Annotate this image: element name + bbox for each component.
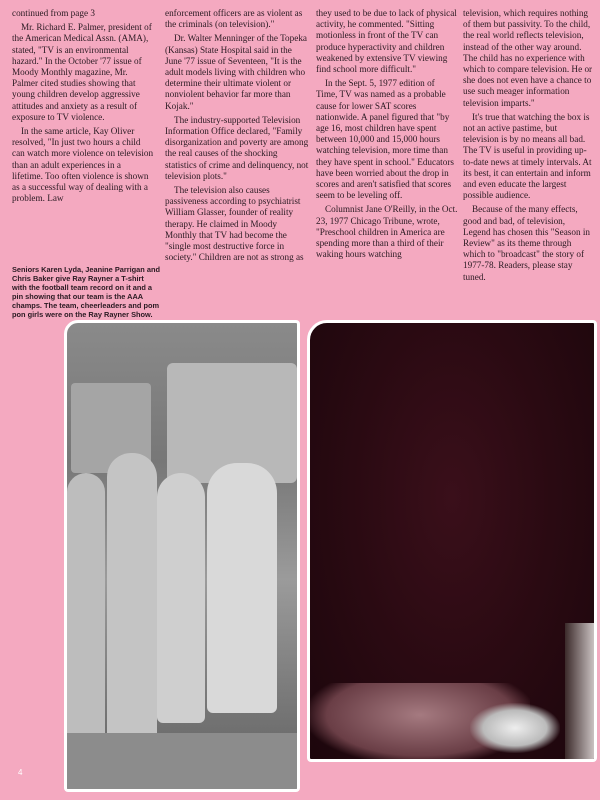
article-column-2 xyxy=(165,8,310,266)
article-column-3 xyxy=(316,8,458,263)
article-column-4 xyxy=(463,8,593,286)
article-paragraph: enforcement officers are as violent as the criminals (on television)." xyxy=(165,8,303,30)
article-paragraph: The television also causes passiveness according to psychiatrist William Glasser, founder of reality therapy. He claimed in Moody Monthly that TV had become the "single most destructive force in society." Children are not as strong as xyxy=(165,185,304,263)
person-figure xyxy=(67,473,105,773)
article-paragraph: Columnist Jane O'Reilly, in the Oct. 23, 1977 Chicago Tribune, wrote, "Preschool children in America are spending more than a third of their waking hours watching xyxy=(316,204,458,260)
page-number: 4 xyxy=(18,768,23,777)
dark-scene-photo xyxy=(307,320,597,762)
article-paragraph: Mr. Richard E. Palmer, president of the American Medical Assn. (AMA), stated, "TV is an environmental hazard." In the October '77 issue of Moody Monthly magazine, Mr. Palmer cited studies showing that young children develop aggressive attitudes and anxiety as a result of exposure to TV violence. xyxy=(12,22,152,122)
floor xyxy=(67,733,300,792)
article-paragraph: they used to be due to lack of physical activity, he commented. "Sitting motionless in front of the TV can produce hyperactivity and children weakened by extensive TV viewing find school more difficult." xyxy=(316,8,457,75)
article-paragraph: It's true that watching the box is not an active pastime, but television is by no means all bad. The TV is useful in providing up-to-date news at timely intervals. At its best, it can entertain and inform and even educate the largest possible audience. xyxy=(463,111,592,201)
photo-caption: Seniors Karen Lyda, Jeanine Parrigan and Chris Baker give Ray Rayner a T-shirt with the football team record on it and a pin showing that our team is the AAA champs. The team, cheerleaders and pom pon girls were on the Ray Rayner Show. xyxy=(12,265,161,319)
article-paragraph: Because of the many effects, good and bad, of television, Legend has chosen this "Season in Review" as its theme through which to "broadcast" the story of 1977-78. Readers, please stay tuned. xyxy=(463,204,590,282)
article-paragraph: The industry-supported Television Information Office declared, "Family disorganization and poverty are among the real causes of the shocking statistics of crime and delinquency, not television plots." xyxy=(165,114,309,181)
article-column-1 xyxy=(12,8,154,207)
article-paragraph: television, which requires nothing of them but passivity. To the child, the real world reflects television, instead of the other way around. The child has no experience with which to compare television. He or she does not even have a chance to use such meager information television imparts." xyxy=(463,8,593,108)
person-figure xyxy=(207,463,277,713)
article-paragraph: In the Sept. 5, 1977 edition of Time, TV was named as a probable cause for lower SAT scores nationwide. A panel figured that "by age 16, most children have spent between 10,000 and 15,000 hours watching television, more time than they have spent in school." Educators have been worried about the drop in scores and aren't satisfied that scores seem to be leveling off. xyxy=(316,78,454,201)
article-paragraph: In the same article, Kay Oliver resolved, "In just two hours a child can watch more violence on television than an adult experiences in a lifetime. Too often violence is shown as a successful way of dealing with a problem. Law xyxy=(12,126,154,204)
person-figure xyxy=(107,453,157,743)
person-figure xyxy=(157,473,205,723)
article-paragraph: Dr. Walter Menninger of the Topeka (Kansas) State Hospital said in the June '77 issue of Seventeen, "It is the adult models living with children who determine their ultimate violent or nonviolent behavior far more than Kojak." xyxy=(165,33,307,111)
edge-figure xyxy=(565,623,595,762)
cheerleaders-photo xyxy=(64,320,300,792)
cloth-highlight xyxy=(470,703,560,753)
continued-note: continued from page 3 xyxy=(12,8,95,18)
